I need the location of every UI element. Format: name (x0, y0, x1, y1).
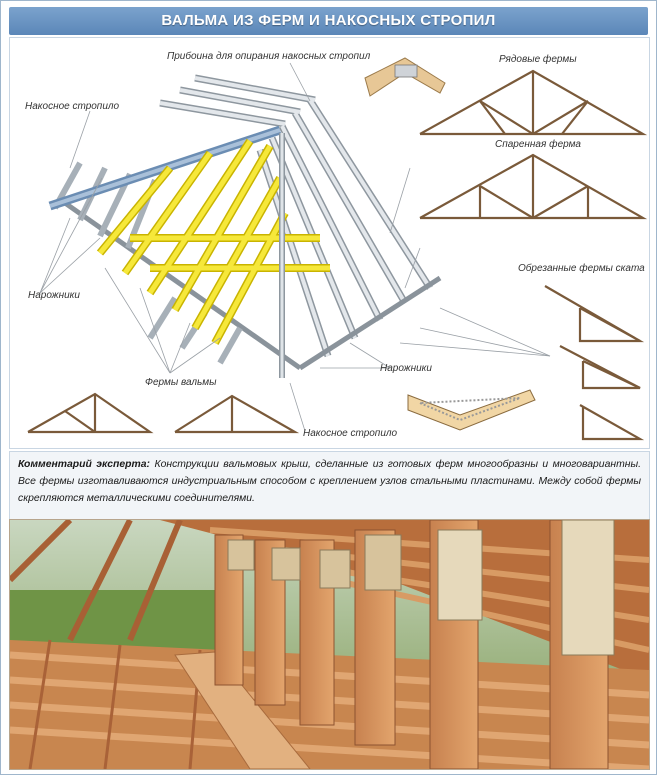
label-cut-trusses: Обрезанные фермы ската (518, 263, 645, 274)
construction-photo (9, 519, 650, 770)
roof-structure (50, 78, 440, 378)
expert-comment (9, 451, 650, 521)
truss-drawings (28, 71, 643, 439)
photo-illustration (10, 520, 649, 769)
label-jacks-left: Нарожники (28, 290, 80, 301)
double-truss-drawing (420, 155, 643, 218)
label-double-truss: Спаренная ферма (495, 139, 581, 150)
hip-truss-drawing-2 (175, 396, 295, 432)
comment-text: Конструкции вальмовых крыш, сделанные из готовых ферм многообразны и многовариантны. Все фермы изготавливаются индустриальным способом с креплением узлов стальными пластинами. Между собой фермы скрепляются металлическими соединителями. (18, 459, 641, 504)
cut-truss-1 (545, 286, 640, 341)
label-support-bar: Прибоина для опирания накосных стропил (167, 51, 371, 62)
label-jacks-right: Нарожники (380, 363, 432, 374)
cut-truss-3 (580, 405, 640, 439)
label-hip-trusses: Фермы вальмы (145, 377, 217, 388)
corner-plate-inset (408, 390, 535, 430)
support-block-inset (365, 58, 445, 96)
hip-truss-drawing-1 (28, 394, 150, 432)
cut-truss-2 (560, 346, 640, 388)
hip-roof-diagram (10, 38, 649, 448)
comment-title: Комментарий эксперта: (18, 459, 151, 470)
label-hip-rafter-bottom: Накосное стропило (303, 428, 398, 439)
common-truss-drawing (420, 71, 643, 134)
label-common-trusses: Рядовые фермы (499, 54, 577, 65)
page-title: ВАЛЬМА ИЗ ФЕРМ И НАКОСНЫХ СТРОПИЛ (9, 7, 648, 35)
label-hip-rafter-top: Накосное стропило (25, 101, 120, 112)
diagram-panel (9, 37, 650, 449)
